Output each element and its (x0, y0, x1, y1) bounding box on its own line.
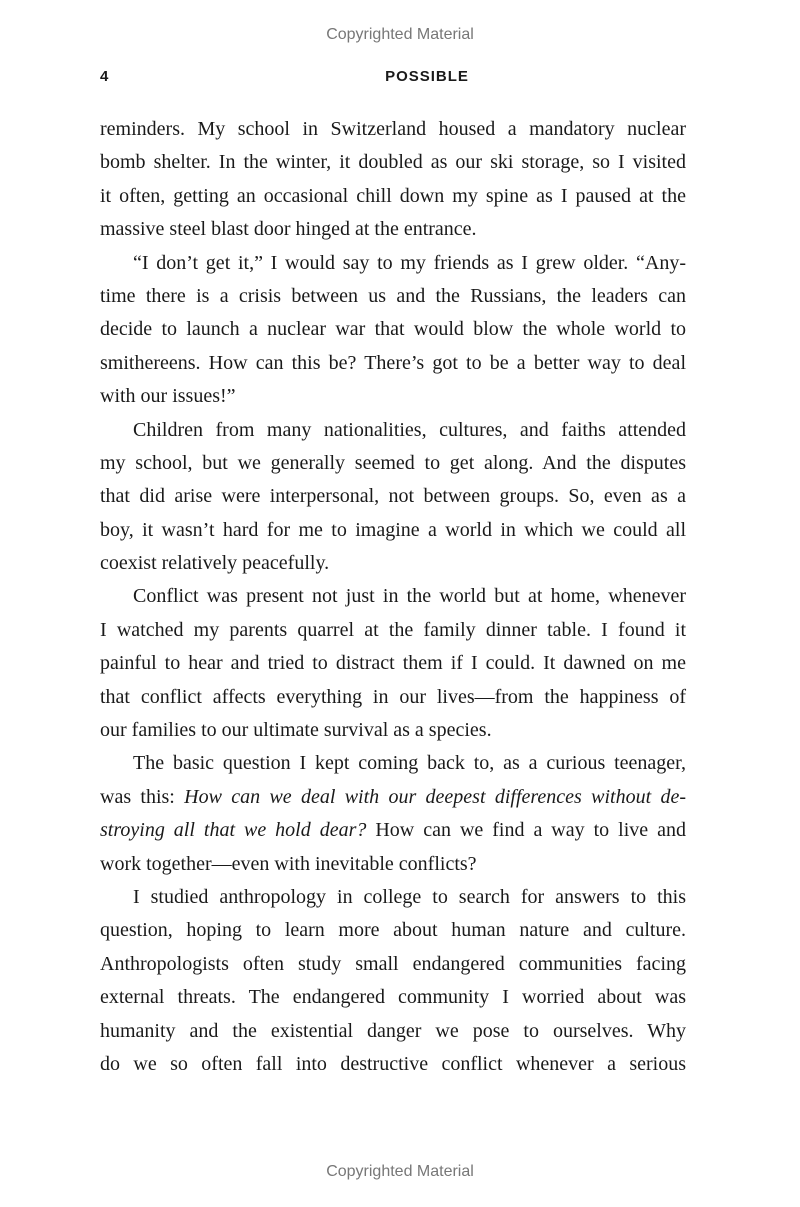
text-line: The basic question I kept coming back to, as a curious teenager, (133, 752, 686, 775)
text-line: question, hoping to learn more about human nature and culture. (100, 919, 686, 942)
text-line: reminders. My school in Switzerland housed a mandatory nuclear (100, 118, 686, 140)
text-line (100, 814, 686, 847)
text-line: do we so often fall into destructive conflict whenever a serious (100, 1052, 686, 1075)
text-line (100, 781, 686, 814)
text-line: with our issues!” (100, 385, 236, 408)
text-line: Children from many nationalities, cultures, and faiths attended (133, 418, 686, 441)
text-line: that conflict affects everything in our lives—from the happiness of (100, 685, 686, 708)
text-line: humanity and the existential danger we pose to ourselves. Why (100, 1019, 686, 1042)
copyright-watermark-top: Copyrighted Material (326, 26, 474, 43)
text-line: it often, getting an occasional chill down my spine as I paused at the (100, 184, 686, 207)
text-line: bomb shelter. In the winter, it doubled as our ski storage, so I visited (100, 151, 686, 174)
text-line: external threats. The endangered community I worried about was (100, 986, 686, 1009)
copyright-watermark-bottom: Copyrighted Material (326, 1163, 474, 1180)
running-header (100, 68, 686, 90)
text-line: boy, it wasn’t hard for me to imagine a world in which we could all (100, 518, 686, 541)
text-line: time there is a crisis between us and the Russians, the leaders can (100, 284, 686, 307)
text-line: painful to hear and tried to distract them if I could. It dawned on me (100, 652, 686, 675)
running-title: POSSIBLE (385, 68, 469, 85)
italic-question: How can we deal with our deepest differences without de- (184, 785, 686, 808)
text-line: smithereens. How can this be? There’s got to be a better way to deal (100, 351, 686, 374)
text-line: decide to launch a nuclear war that would blow the whole world to (100, 318, 686, 341)
text-line: Conflict was present not just in the world but at home, whenever (133, 585, 686, 608)
text-line: work together—even with inevitable conflicts? (100, 852, 477, 875)
text-line: my school, but we generally seemed to get along. And the disputes (100, 451, 686, 474)
text-line: that did arise were interpersonal, not between groups. So, even as a (100, 485, 686, 508)
text-line: “I don’t get it,” I would say to my friends as I grew older. “Any- (133, 251, 686, 274)
text-line: I studied anthropology in college to search for answers to this (133, 885, 686, 908)
text-segment: How can we find a way to live and (366, 819, 686, 842)
text-line: our families to our ultimate survival as a species. (100, 719, 492, 742)
text-line: Anthropologists often study small endangered communities facing (100, 952, 686, 975)
body-text (100, 113, 686, 1081)
text-line: massive steel blast door hinged at the entrance. (100, 218, 477, 241)
italic-question: stroying all that we hold dear? (100, 819, 367, 842)
page-number: 4 (100, 68, 109, 85)
text-line: I watched my parents quarrel at the family dinner table. I found it (100, 618, 686, 641)
text-segment: was this: (100, 785, 185, 808)
text-line: coexist relatively peacefully. (100, 552, 330, 575)
